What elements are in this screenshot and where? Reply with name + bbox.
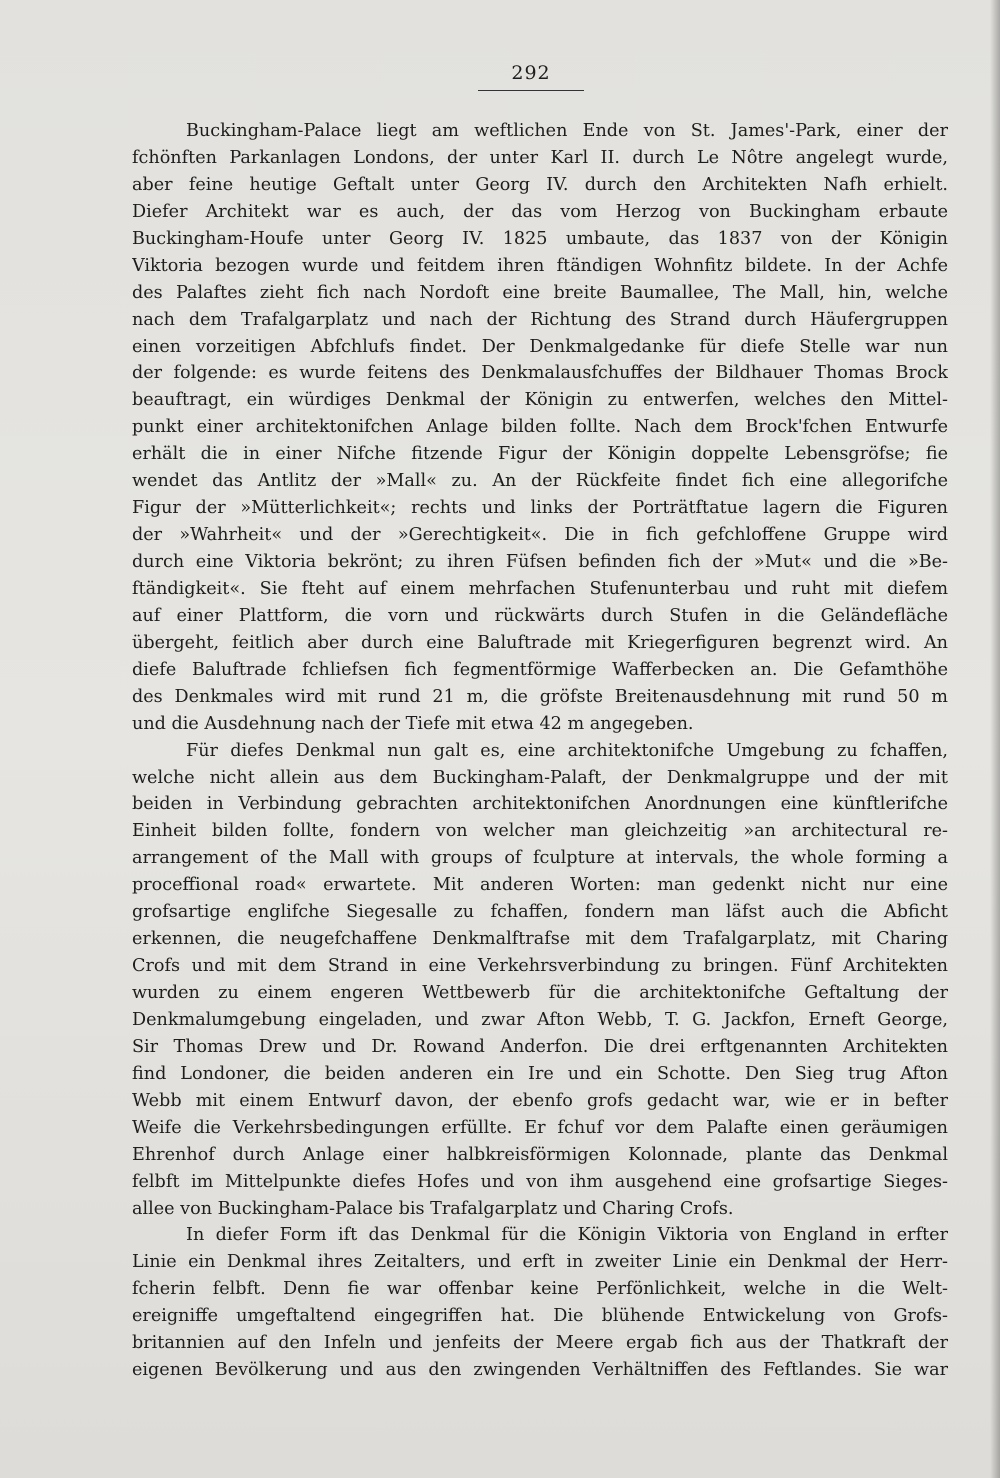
text-line: britannien auf den Infeln und jenfeits der Meere ergab fich aus der Thatkraft der	[132, 1333, 948, 1354]
page-edge-shadow	[990, 0, 1000, 1478]
text-line: welche nicht allein aus dem Buckingham-Palaft, der Denkmalgruppe und der mit	[132, 767, 948, 788]
text-line: punkt einer architektonifchen Anlage bilden follte. Nach dem Brock'fchen Entwurfe	[132, 417, 948, 438]
text-line: Sir Thomas Drew und Dr. Rowand Anderfon. Die drei erftgenannten Architekten	[132, 1036, 948, 1057]
text-line: arrangement of the Mall with groups of fculpture at intervals, the whole forming a	[132, 848, 948, 869]
text-line: felbft im Mittelpunkte diefes Hofes und von ihm ausgehend eine grofsartige Sieges-	[132, 1171, 948, 1192]
text-line: des Palaftes zieht fich nach Nordoft eine breite Baumallee, The Mall, hin, welche	[132, 282, 948, 303]
text-line: der folgende: es wurde feitens des Denkmalausfchuffes der Bildhauer Thomas Brock	[132, 363, 948, 384]
text-line: Crofs und mit dem Strand in eine Verkehrsverbindung zu bringen. Fünf Architekten	[132, 956, 948, 977]
text-line: Viktoria bezogen wurde und feitdem ihren ftändigen Wohnfitz bildete. In der Achfe	[132, 255, 948, 276]
text-line: beiden in Verbindung gebrachten architektonifchen Anordnungen eine künftlerifche	[132, 794, 948, 815]
text-line: übergeht, feitlich aber durch eine Baluftrade mit Kriegerfiguren begrenzt wird. An	[132, 632, 948, 653]
text-line: eigenen Bevölkerung und aus den zwingenden Verhältniffen des Feftlandes. Sie war	[132, 1360, 948, 1381]
text-line: wendet das Antlitz der »Mall« zu. An der Rückfeite findet fich eine allegorifche	[132, 471, 948, 492]
text-line: ftändigkeit«. Sie fteht auf einem mehrfachen Stufenunterbau und ruht mit diefem	[132, 578, 948, 599]
text-line: proceffional road« erwartete. Mit anderen Worten: man gedenkt nicht nur eine	[132, 875, 948, 896]
text-line: einen vorzeitigen Abfchlufs findet. Der Denkmalgedanke für diefe Stelle war nun	[132, 336, 948, 357]
text-line: erhält die in einer Nifche fitzende Figur der Königin doppelte Lebensgröfse; fie	[132, 444, 948, 465]
text-line: erkennen, die neugefchaffene Denkmalftrafse mit dem Trafalgarplatz, mit Charing	[132, 929, 948, 950]
text-line: Linie ein Denkmal ihres Zeitalters, und erft in zweiter Linie ein Denkmal der Herr-	[132, 1252, 948, 1273]
text-line: beauftragt, ein würdiges Denkmal der Königin zu entwerfen, welches den Mittel-	[132, 390, 948, 411]
page-number: 292	[511, 62, 551, 84]
text-line: nach dem Trafalgarplatz und nach der Richtung des Strand durch Häufergruppen	[132, 309, 948, 330]
text-line: diefe Baluftrade fchliefsen fich fegmentförmige Wafferbecken an. Die Gefamthöhe	[132, 659, 948, 680]
text-line: Denkmalumgebung eingeladen, und zwar Afton Webb, T. G. Jackfon, Erneft George,	[132, 1009, 948, 1030]
text-line: Buckingham-Houfe unter Georg IV. 1825 umbaute, das 1837 von der Königin	[132, 228, 948, 249]
text-line: Buckingham-Palace liegt am weftlichen Ende von St. James'-Park, einer der	[186, 121, 948, 141]
text-line: ereigniffe umgeftaltend eingegriffen hat. Die blühende Entwickelung von Grofs-	[132, 1306, 948, 1327]
text-line: In diefer Form ift das Denkmal für die Königin Viktoria von England in erfter	[186, 1225, 948, 1246]
text-line: Weife die Verkehrsbedingungen erfüllte. Er fchuf vor dem Palafte einen geräumigen	[132, 1117, 948, 1138]
text-line: und die Ausdehnung nach der Tiefe mit etwa 42 m angegeben.	[132, 713, 694, 734]
text-line: des Denkmales wird mit rund 21 m, die gröfste Breitenausdehnung mit rund 50 m	[132, 686, 948, 707]
text-line: Webb mit einem Entwurf davon, der ebenfo grofs gedacht war, wie er in befter	[132, 1090, 948, 1111]
text-line: auf einer Plattform, die vorn und rückwärts durch Stufen in die Geländefläche	[132, 605, 948, 626]
text-line: Ehrenhof durch Anlage einer halbkreisförmigen Kolonnade, plante das Denkmal	[132, 1144, 948, 1165]
text-line: fcherin felbft. Denn fie war offenbar keine Perfönlichkeit, welche in die Welt-	[132, 1279, 948, 1300]
text-line: fchönften Parkanlagen Londons, der unter Karl II. durch Le Nôtre angelegt wurde,	[132, 147, 948, 168]
text-line: Einheit bilden follte, fondern von welcher man gleichzeitig »an architectural re-	[132, 821, 948, 842]
text-line: Diefer Architekt war es auch, der das vom Herzog von Buckingham erbaute	[132, 201, 948, 222]
text-line: Figur der »Mütterlichkeit«; rechts und links der Porträtftatue lagern die Figuren	[132, 498, 948, 519]
text-line: grofsartige englifche Siegesalle zu fchaffen, fondern man läfst auch die Abficht	[132, 902, 948, 923]
page-number-rule	[478, 90, 584, 91]
text-line: aber feine heutige Geftalt unter Georg IV. durch den Architekten Nafh erhielt.	[132, 174, 948, 195]
text-line: allee von Buckingham-Palace bis Trafalgarplatz und Charing Crofs.	[132, 1198, 734, 1219]
text-line: find Londoner, die beiden anderen ein Ire und ein Schotte. Den Sieg trug Afton	[132, 1063, 948, 1084]
text-line: der »Wahrheit« und der »Gerechtigkeit«. Die in fich gefchloffene Gruppe wird	[132, 525, 948, 546]
text-line: wurden zu einem engeren Wettbewerb für die architektonifche Geftaltung der	[132, 983, 948, 1003]
body-text	[132, 118, 948, 1384]
text-line: Für diefes Denkmal nun galt es, eine architektonifche Umgebung zu fchaffen,	[186, 740, 948, 761]
text-line: durch eine Viktoria bekrönt; zu ihren Füfsen befinden fich der »Mut« und die »Be-	[132, 552, 948, 572]
